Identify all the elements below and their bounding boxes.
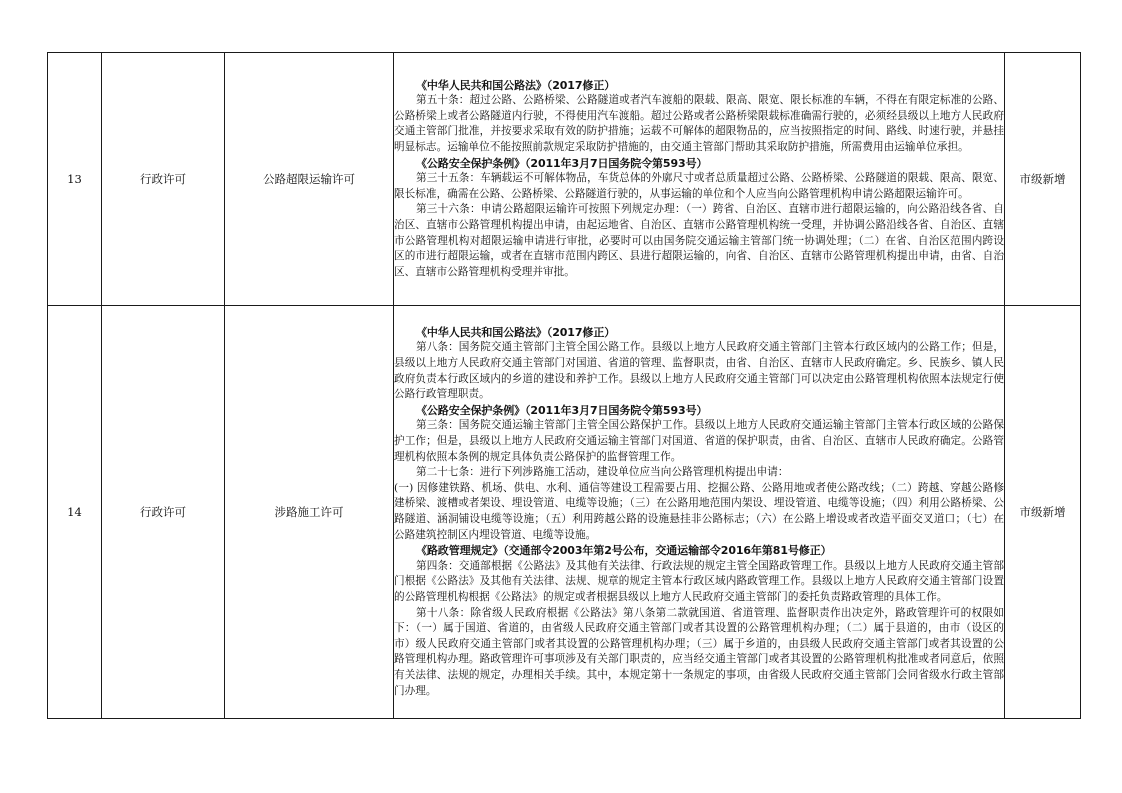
law-article: 第四条：交通部根据《公路法》及其他有关法律、行政法规的规定主管全国路政管理工作。县级以上地方人民政府交通主管部门根据《公路法》及其他有关法律、法规、规章的规定主管本行政区域内路政管理工作。县级以上地方人民政府交通主管部门设置的公路管理机构根据《公路法》的规定或者根据县级以上地方人民政府交通主管部门的委托负责路政管理的具体工作。 xyxy=(394,559,1004,603)
law-article: 第三十六条：申请公路超限运输许可按照下列规定办理：（一）跨省、自治区、直辖市进行超限运输的，向公路沿线各省、自治区、直辖市公路管理机构提出申请，由起运地省、自治区、直辖市公路管理机构统一受理，并协调公路沿线各省、自治区、直辖市公路管理机构对超限运输申请进行审批，必要时可以由国务院交通运输主管部门统一协调处理；（二）在省、自治区范围内跨设区的市进行超限运输，或者在直辖市范围内跨区、县进行超限运输的，向省、自治区、直辖市公路管理机构提出申请，由省、自治区、直辖市公路管理机构受理并审批。 xyxy=(394,203,1004,278)
law-title: 《路政管理规定》（交通部令2003年第2号公布，交通运输部令2016年第81号修正） xyxy=(416,544,832,558)
remark: 市级新增 xyxy=(1005,306,1081,719)
row-number: 14 xyxy=(48,306,102,719)
law-article: 第三十五条：车辆载运不可解体物品，车货总体的外廓尺寸或者总质量超过公路、公路桥梁、公路隧道的限载、限高、限宽、限长标准，确需在公路、公路桥梁、公路隧道行驶的，从事运输的单位和个人应当向公路管理机构申请公路超限运输许可。 xyxy=(394,172,1004,200)
permit-category: 行政许可 xyxy=(102,306,225,719)
law-title: 《公路安全保护条例》（2011年3月7日国务院令第593号） xyxy=(416,156,708,170)
legal-basis-cell xyxy=(394,306,1005,719)
law-title: 《中华人民共和国公路法》（2017修正） xyxy=(416,78,616,92)
law-article: 第五十条：超过公路、公路桥梁、公路隧道或者汽车渡船的限载、限高、限宽、限长标准的车辆，不得在有限定标准的公路、公路桥梁上或者公路隧道内行驶，不得使用汽车渡船。超过公路或者公路桥梁限载标准确需行驶的，必须经县级以上地方人民政府交通主管部门批准，并按要求采取有效的防护措施；运载不可解体的超限物品的，应当按照指定的时间、路线、时速行驶，并悬挂明显标志。运输单位不能按照前款规定采取防护措施的，由交通主管部门帮助其采取防护措施，所需费用由运输单位承担。 xyxy=(394,94,1004,154)
table-row xyxy=(48,306,1081,719)
table-row xyxy=(48,53,1081,306)
law-article: 第三条：国务院交通运输主管部门主管全国公路保护工作。县级以上地方人民政府交通运输主管部门主管本行政区域的公路保护工作；但是，县级以上地方人民政府交通运输主管部门对国道、省道的保护职责，由省、自治区、直辖市人民政府确定。公路管理机构依照本条例的规定具体负责公路保护的监督管理工作。 xyxy=(394,419,1004,463)
permit-item-name: 涉路施工许可 xyxy=(225,306,394,719)
law-title: 《公路安全保护条例》（2011年3月7日国务院令第593号） xyxy=(416,403,708,417)
row-number: 13 xyxy=(48,53,102,306)
remark: 市级新增 xyxy=(1005,53,1081,306)
law-title: 《中华人民共和国公路法》（2017修正） xyxy=(416,325,616,339)
law-article-items: (一) 因修建铁路、机场、供电、水利、通信等建设工程需要占用、挖掘公路、公路用地或者使公路改线；（二）跨越、穿越公路修建桥梁、渡槽或者架设、埋设管道、电缆等设施；（三）在公路用地范围内架设、埋设管道、电缆等设施；（四）利用公路桥梁、公路隧道、涵洞铺设电缆等设施；（五）利用跨越公路的设施悬挂非公路标志；（六）在公路上增设或者改造平面交叉道口；（七）在公路建筑控制区内埋设管道、电缆等设施。 xyxy=(394,481,1004,541)
permit-table xyxy=(47,52,1081,719)
permit-item-name: 公路超限运输许可 xyxy=(225,53,394,306)
legal-basis-cell xyxy=(394,53,1005,306)
permit-category: 行政许可 xyxy=(102,53,225,306)
law-article: 第十八条：除省级人民政府根据《公路法》第八条第二款就国道、省道管理、监督职责作出决定外，路政管理许可的权限如下：（一）属于国道、省道的，由省级人民政府交通主管部门或者其设置的公路管理机构办理；（二）属于县道的，由市（设区的市）级人民政府交通主管部门或者其设置的公路管理机构办理；（三）属于乡道的，由县级人民政府交通主管部门或者其设置的公路管理机构办理。路政管理许可事项涉及有关部门职责的，应当经交通主管部门或者其设置的公路管理机构批准或者同意后，依照有关法律、法规的规定，办理相关手续。其中，本规定第十一条规定的事项，由省级人民政府交通主管部门会同省级水行政主管部门办理。 xyxy=(394,606,1004,697)
law-article: 第八条：国务院交通主管部门主管全国公路工作。县级以上地方人民政府交通主管部门主管本行政区域内的公路工作；但是，县级以上地方人民政府交通主管部门对国道、省道的管理、监督职责，由省、自治区、直辖市人民政府确定。乡、民族乡、镇人民政府负责本行政区域内的乡道的建设和养护工作。县级以上地方人民政府交通主管部门可以决定由公路管理机构依照本法规定行使公路行政管理职责。 xyxy=(394,341,1004,401)
law-article: 第二十七条：进行下列涉路施工活动，建设单位应当向公路管理机构提出申请： xyxy=(416,466,789,479)
